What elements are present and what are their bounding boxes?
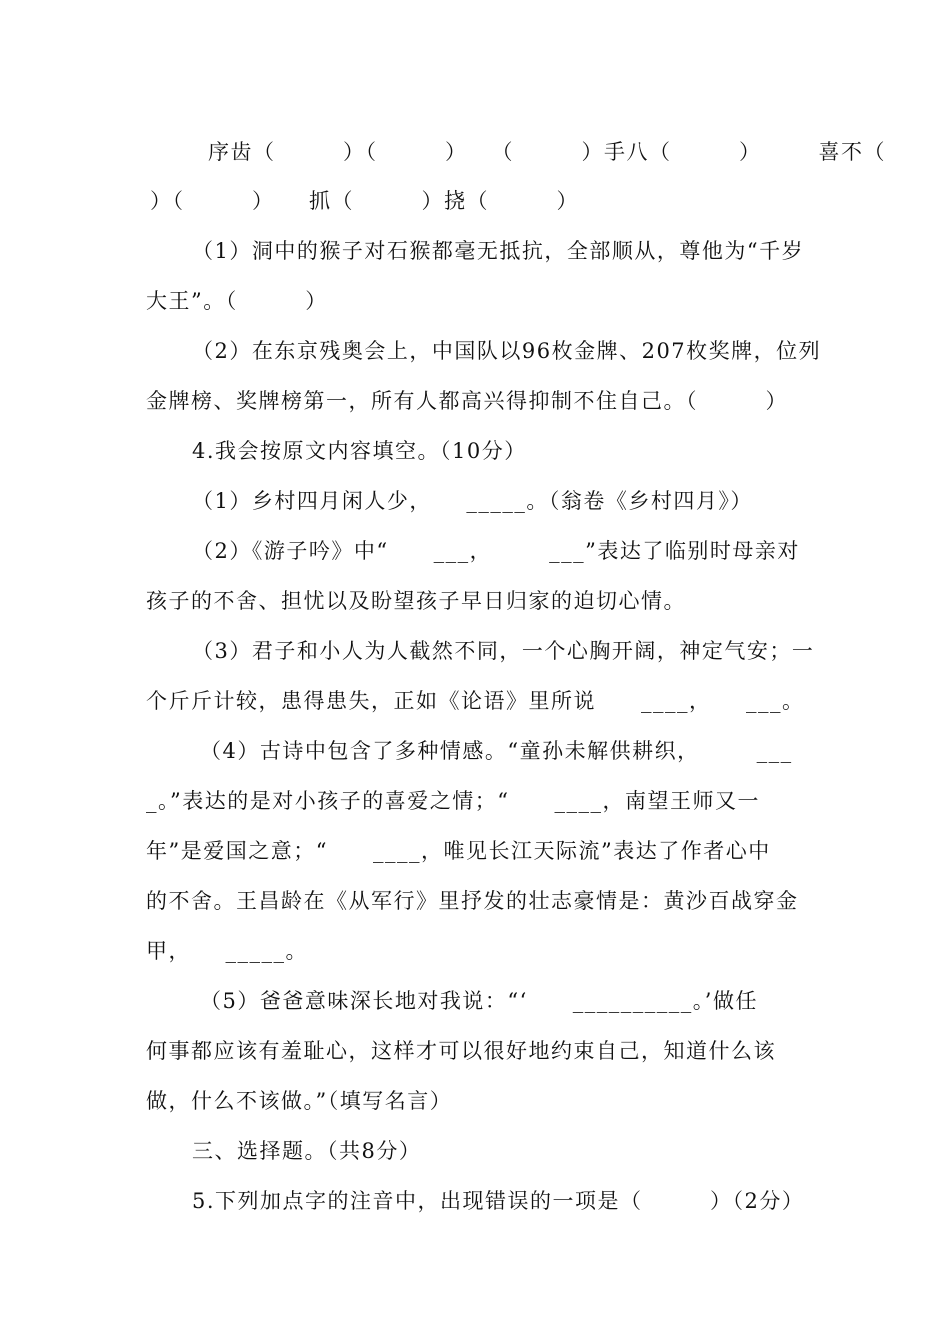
idiom-fill-line-1: 序齿（ ）（ ） （ ）手八（ ） 喜不（ (208, 140, 886, 164)
question-5-line: 5.下列加点字的注音中，出现错误的一项是（ ）（2分） (192, 1189, 805, 1213)
question-4-4-line-1: （4）古诗中包含了多种情感。“童孙未解供耕织， ___ (200, 739, 793, 763)
question-4-4-line-5: 甲， _____。 (146, 939, 308, 963)
section-3-heading: 三、选择题。（共8分） (192, 1139, 422, 1163)
question-4-2-line-1: （2）《游子吟》中“ ___， ___”表达了临别时母亲对 (192, 539, 800, 563)
question-4-5-line-1: （5）爸爸意味深长地对我说：“‘ __________。’做任 (200, 989, 758, 1013)
question-3-1-line-1: （1）洞中的猴子对石猴都毫无抵抗，全部顺从，尊他为“千岁 (192, 239, 805, 263)
question-4-4-line-2: _。”表达的是对小孩子的喜爱之情；“ ____，南望王师又一 (146, 789, 760, 813)
question-4-5-line-2: 何事都应该有羞耻心，这样才可以很好地约束自己，知道什么该 (146, 1039, 776, 1063)
question-3-1-line-2: 大王”。（ ） (146, 289, 328, 313)
question-3-2-line-2: 金牌榜、奖牌榜第一，所有人都高兴得抑制不住自己。（ ） (146, 389, 788, 413)
question-4-2-line-2: 孩子的不舍、担忧以及盼望孩子早日归家的迫切心情。 (146, 589, 686, 613)
question-4-3-line-1: （3）君子和小人为人截然不同，一个心胸开阔，神定气安；一 (192, 639, 815, 663)
question-4-4-line-4: 的不舍。王昌龄在《从军行》里抒发的壮志豪情是：黄沙百战穿金 (146, 889, 799, 913)
question-3-2-line-1: （2）在东京残奥会上，中国队以96枚金牌、207枚奖牌，位列 (192, 339, 822, 363)
question-4-5-line-3: 做，什么不该做。”（填写名言） (146, 1089, 453, 1113)
question-4-4-line-3: 年”是爱国之意；“ ____，唯见长江天际流”表达了作者心中 (146, 839, 771, 863)
idiom-fill-line-2: ）（ ） 抓（ ）挠（ ） (150, 189, 579, 213)
question-4-heading: 4.我会按原文内容填空。（10分） (192, 439, 527, 463)
question-4-3-line-2: 个斤斤计较，患得患失，正如《论语》里所说 ____， ___。 (146, 689, 805, 713)
question-4-1: （1）乡村四月闲人少， _____。（翁卷《乡村四月》） (192, 489, 753, 513)
